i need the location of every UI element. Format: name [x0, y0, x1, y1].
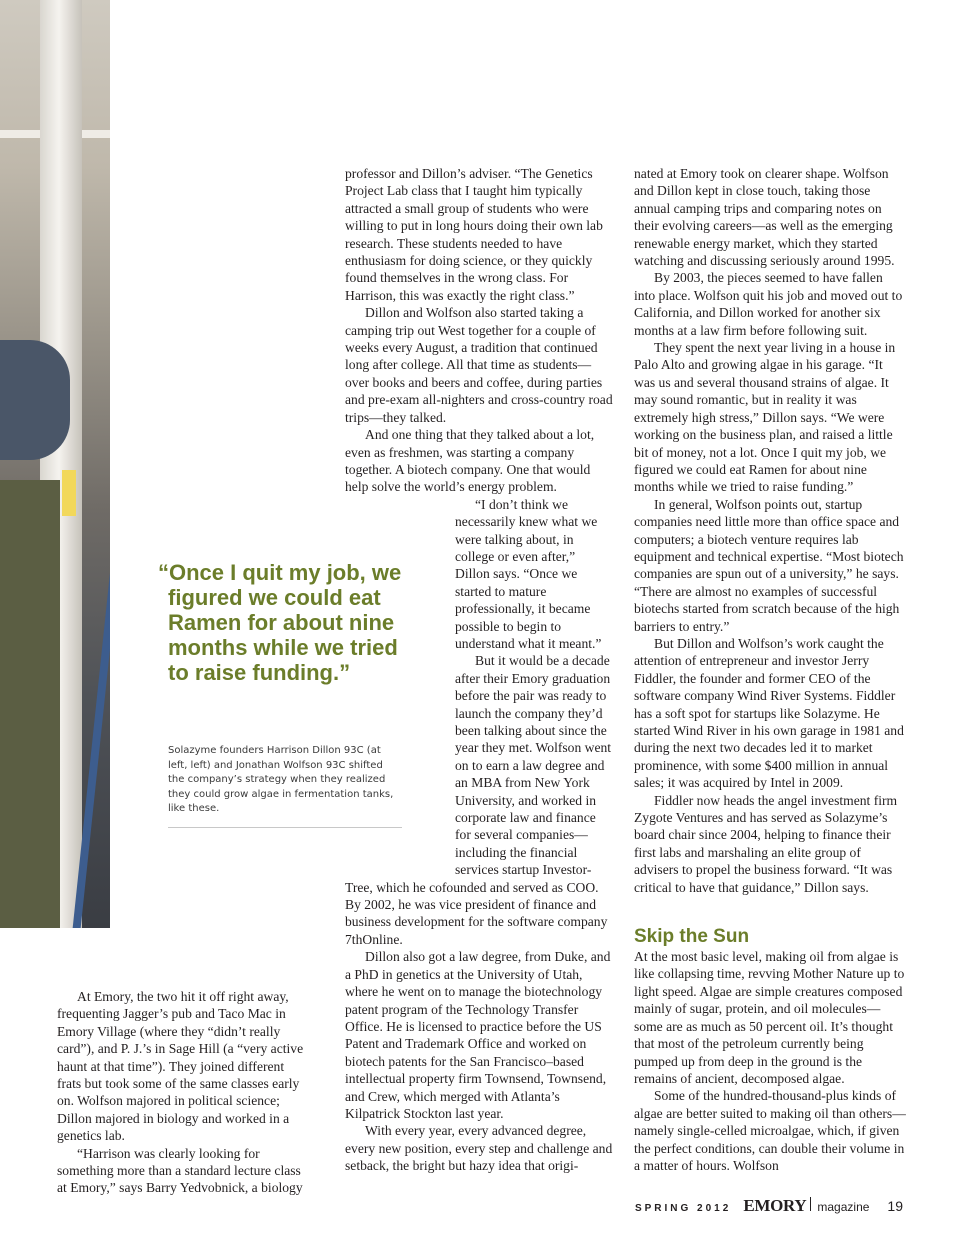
paragraph: By 2003, the pieces seemed to have fallen into place. Wolfson quit his job and moved out to California, and Dillon worked for another six months at a law firm before following suit.	[634, 270, 903, 338]
magazine-label: magazine	[817, 1200, 870, 1214]
founder-jacket	[0, 480, 60, 928]
paragraph: In general, Wolfson points out, startup companies need little more than office space and computers; a biotech venture requires lab equipment and technical expertise. “Most biotech companies are spun out of a university,” he says. “There are almost no examples of successful biotechs started from scratch because of the high barriers to entry.”	[634, 496, 904, 634]
pull-quote: “Once I quit my job, we figured we could eat Ramen for about nine months while we tried to raise funding.”	[158, 560, 402, 685]
page-footer	[635, 1196, 903, 1218]
paragraph: At the most basic level, making oil from algae is like collapsing time, revving Mother Nature up to light speed. Algae are simple creatures composed mainly of sugar, protein, and oil molecules—some are as much as 50 percent oil. It’s thought that most of the petroleum currently being pumped up from deep in the ground is the remains of ancient, decomposed algae.	[634, 949, 905, 1086]
paragraph: Some of the hundred-thousand-plus kinds of algae are better suited to making oil than others—namely single-celled microalgae, which, if given the perfect conditions, can double their volume in a matter of hours. Wolfson	[634, 1088, 906, 1173]
column-2	[345, 165, 613, 1175]
paragraph: Tree, which he cofounded and served as COO. By 2002, he was vice president of finance and business development for the software company 7thOnline.	[345, 879, 608, 947]
paragraph: “Harrison was clearly looking for something more than a standard lecture class at Emory,” says Barry Yedvobnick, a biology	[57, 1145, 303, 1196]
paragraph: With every year, every advanced degree, every new position, every step and challenge and setback, the bright but hazy idea that origi-	[345, 1123, 613, 1174]
lab-photo	[0, 0, 110, 928]
logo-divider	[810, 1197, 811, 1211]
column-1	[57, 988, 307, 1197]
paragraph: professor and Dillon’s adviser. “The Genetics Project Lab class that I taught him typically attracted a small group of students who were willing to put in long hours doing their own lab research. These students needed to have enthusiasm for doing science, or they quickly found themselves in the wrong class. For Harrison, this was exactly the right class.”	[345, 166, 603, 303]
paragraph: At Emory, the two hit it off right away, frequenting Jagger’s pub and Taco Mac in Emory Village (where they “didn’t really card”), and P. J.’s in Sage Hill (a “very active haunt at that time”). They joined different frats but took some of the same classes early on. Wolfson majored in political science; Dillon majored in biology and worked in a genetics lab.	[57, 989, 304, 1144]
photo-caption: Solazyme founders Harrison Dillon 93C (at left, left) and Jonathan Wolfson 93C shifted the company’s strategy when they realized they could grow algae in fermentation tanks, like these.	[168, 744, 402, 828]
paragraph: Dillon also got a law degree, from Duke, and a PhD in genetics at the University of Utah, where he went on to manage the biotechnology patent program of the Technology Transfer Office. He is licensed to practice before the US Patent and Trademark Office and worked on biotech patents for the San Francisco–based intellectual property firm Townsend, Townsend, and Crew, which merged with Atlanta’s Kilpatrick Stockton last year.	[345, 949, 611, 1121]
column-3	[634, 165, 906, 1174]
paragraph: Fiddler now heads the angel investment firm Zygote Ventures and has served as Solazyme’s board chair since 2004, helping to finance their first labs and marshaling an elite group of advisers to propel the business forward. “It was critical to have that guidance,” Dillon says.	[634, 792, 898, 895]
paragraph: But Dillon and Wolfson’s work caught the attention of entrepreneur and investor Jerry Fiddler, the founder and former CEO of the software company Wind River Systems. Fiddler has a soft spot for startups like Solazyme. He started Wind River in his own garage in 1981 and during the next two decades led it to market prominence, with some $400 million in annual sales; it was acquired by Intel in 2009.	[634, 635, 904, 791]
founder-arm	[0, 340, 70, 460]
paragraph: But it would be a decade after their Emory graduation before the pair was ready to launch the company they’d been talking about since the year they met. Wolfson went on to earn a law degree and an MBA from New York University, and worked in corporate law and finance for several companies—including the financial services startup Investor-	[455, 653, 612, 878]
paragraph: They spent the next year living in a house in Palo Alto and growing algae in his garage. “It was us and several thousand strains of algae. It may sound romantic, but in reality it was extremely high stress,” Dillon says. “We were working on the business plan, and raised a little bit of money, not a lot. Once I quit my job, we figured we could eat Ramen for about nine months while we tried to raise funding.”	[634, 340, 896, 495]
steam-pipe-label	[62, 470, 76, 516]
emory-logo: EMORY	[743, 1196, 807, 1215]
text-wrap-region	[455, 496, 613, 879]
section-subhead: Skip the Sun	[634, 926, 750, 948]
paragraph: And one thing that they talked about a lot, even as freshmen, was starting a company together. A biotech company. One that would help solve the world’s energy problem.	[345, 427, 595, 495]
paragraph: Dillon and Wolfson also started taking a camping trip out West together for a couple of weeks every August, a tradition that continued long after college. All that time as students—over books and beers and coffee, during parties and pre-exam all-nighters and cross-country road trips—they talked.	[345, 305, 613, 425]
page-number: 19	[887, 1198, 903, 1214]
paragraph: “I don’t think we necessarily knew what we were talking about, in college or even after,” Dillon says. “Once we started to mature professionally, it became possible to begin to understand what it meant.”	[455, 496, 602, 651]
paragraph: nated at Emory took on clearer shape. Wolfson and Dillon kept in close touch, taking those annual camping trips and comparing notes on their evolving careers—as well as the emerging renewable energy market, which they started watching and discussing seriously around 1995.	[634, 166, 895, 269]
issue-season: SPRING 2012	[634, 1203, 732, 1214]
